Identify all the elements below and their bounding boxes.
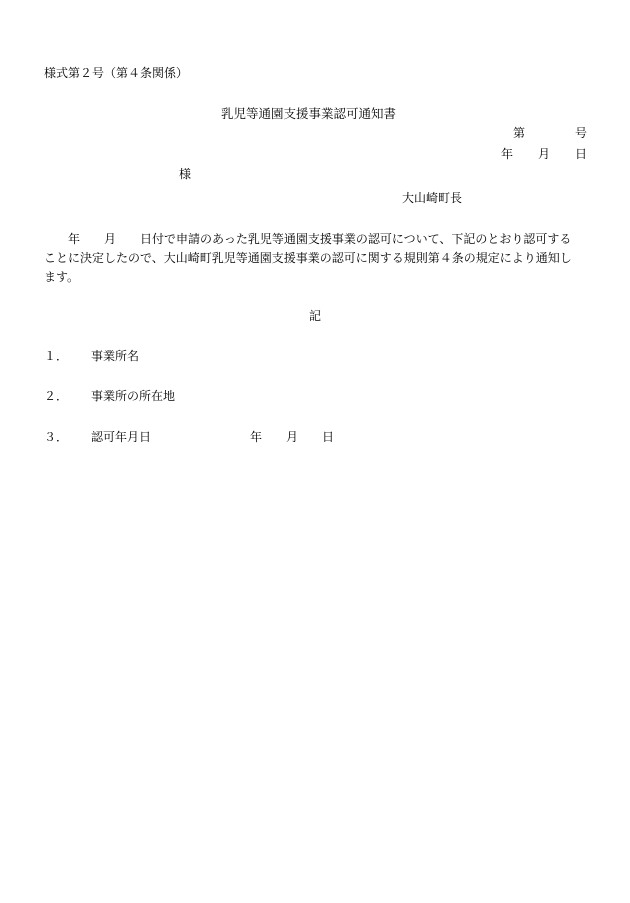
- item-label: 事業所の所在地: [91, 389, 176, 403]
- notice-body: [44, 230, 584, 287]
- number-prefix: 第: [513, 126, 526, 140]
- number-suffix: 号: [574, 126, 587, 140]
- item-label: 事業所名: [91, 349, 140, 363]
- addressee-honorific: 様: [179, 167, 192, 181]
- approval-date-blanks: 年 月 日: [250, 430, 335, 444]
- record-heading: 記: [309, 309, 322, 323]
- item-label: 認可年月日: [91, 430, 152, 444]
- document-title: 乳児等通園支援事業認可通知書: [221, 106, 397, 121]
- notice-body-line-1: 年 月 日付で申請のあった乳児等通園支援事業の認可について、下記のとおり認可する: [68, 232, 572, 246]
- item-number: ２．: [44, 389, 69, 403]
- item-number: ３．: [44, 430, 69, 444]
- item-number: １．: [44, 349, 69, 363]
- issuer-name: 大山崎町長: [402, 191, 463, 205]
- date-day-label: 日: [574, 147, 587, 161]
- notice-body-line-2: ことに決定したので、大山崎町乳児等通園支援事業の認可に関する規則第４条の規定により通知し: [44, 251, 572, 265]
- form-identifier: 様式第２号（第４条関係）: [44, 66, 189, 80]
- notice-body-line-3: ます。: [44, 270, 80, 284]
- date-month-label: 月: [538, 147, 551, 161]
- date-year-label: 年: [501, 147, 514, 161]
